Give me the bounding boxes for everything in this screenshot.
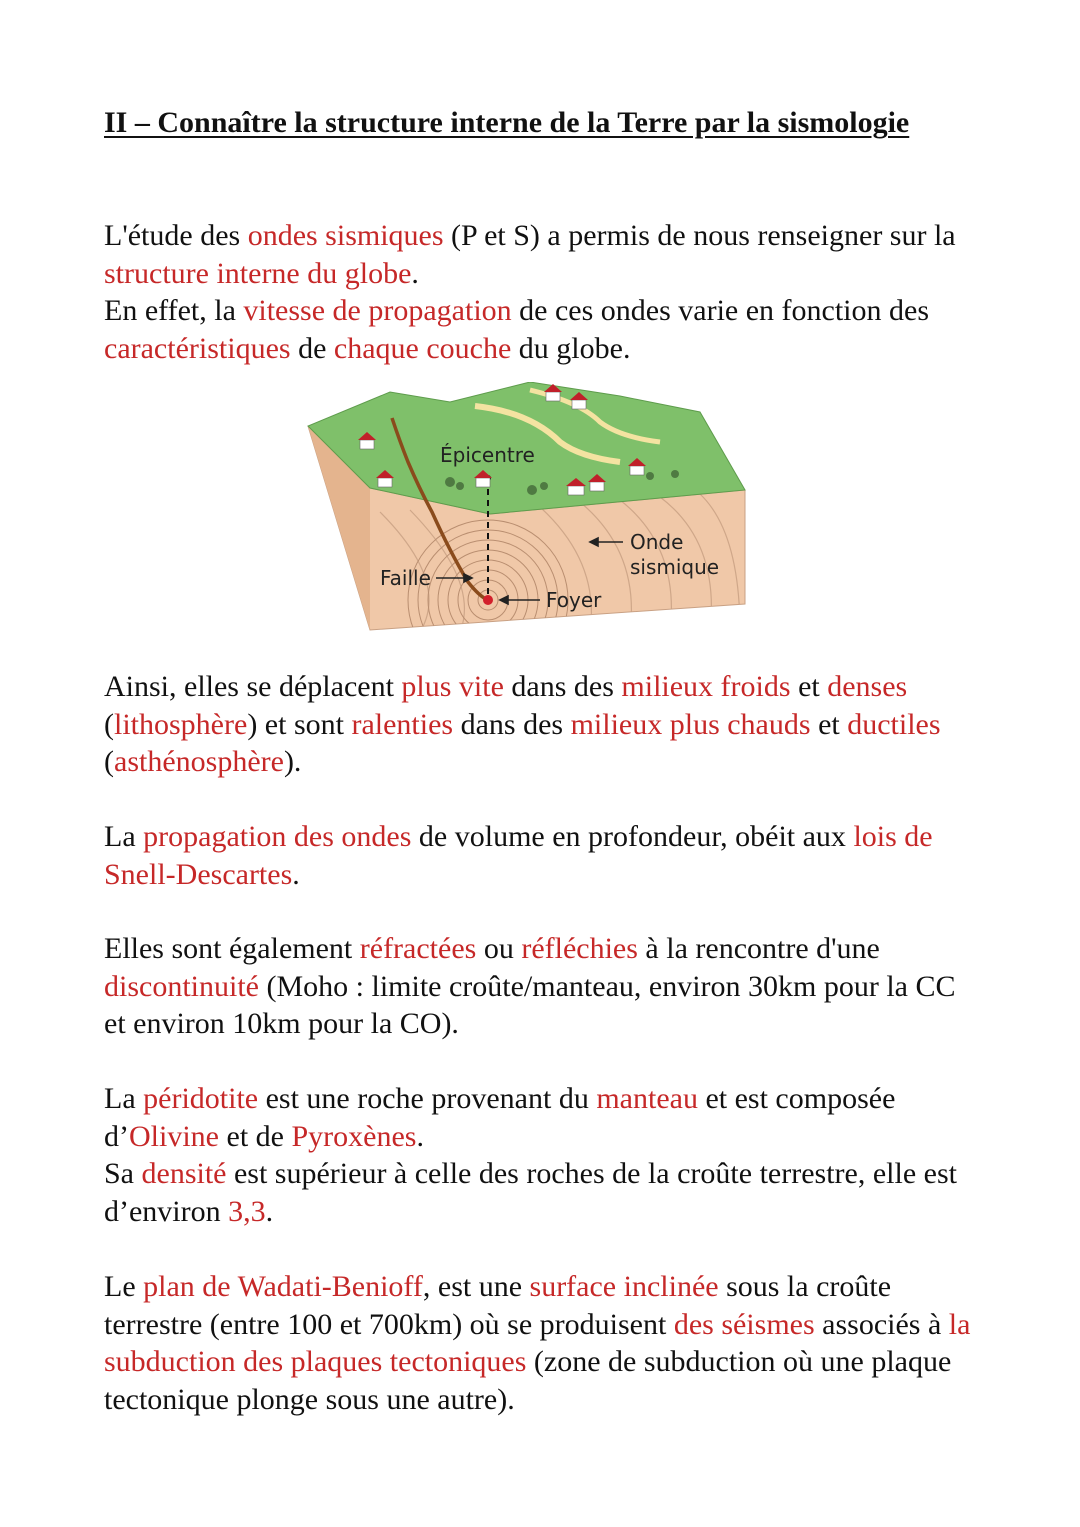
focus-point (483, 595, 493, 605)
label-epicentre: Épicentre (440, 443, 535, 467)
section-title: II – Connaître la structure interne de la Terre par la sismologie (104, 106, 910, 139)
paragraph-wadati-benioff: Le plan de Wadati-Benioff, est une surface inclinée sous la croûte terrestre (entre 100 et 700km) où se produisent des séismes associés à la subduction des plaques tectoniques (zone de subduction où une plaque tectonique plonge sous une autre). (104, 1270, 971, 1416)
paragraph-seismic-waves: L'étude des ondes sismiques (P et S) a permis de nous renseigner sur la structure interne du globe. En effet, la vitesse de propagation de ces ondes varie en fonction des caractéristiques de chaque couche du globe. (104, 219, 956, 365)
label-onde: Onde (630, 530, 684, 554)
label-foyer: Foyer (546, 588, 602, 612)
earthquake-block-diagram (300, 382, 760, 638)
paragraph-snell-descartes: La propagation des ondes de volume en profondeur, obéit aux lois de Snell-Descartes. (104, 820, 933, 891)
label-sismique: sismique (630, 555, 720, 579)
paragraph-peridotite: La péridotite est une roche provenant du manteau et est composée d’Olivine et de Pyroxènes. Sa densité est supérieur à celle des roches de la croûte terrestre, elle est d’environ 3,3. (104, 1082, 957, 1228)
label-faille: Faille (380, 566, 431, 590)
paragraph-discontinuity: Elles sont également réfractées ou réfléchies à la rencontre d'une discontinuité (Moho : limite croûte/manteau, environ 30km pour la CC et environ 10km pour la CO). (104, 932, 956, 1040)
block-diagram-svg (300, 382, 760, 638)
paragraph-wave-speed: Ainsi, elles se déplacent plus vite dans des milieux froids et denses (lithosphère) et sont ralenties dans des milieux plus chauds et ductiles (asthénosphère). (104, 670, 941, 778)
